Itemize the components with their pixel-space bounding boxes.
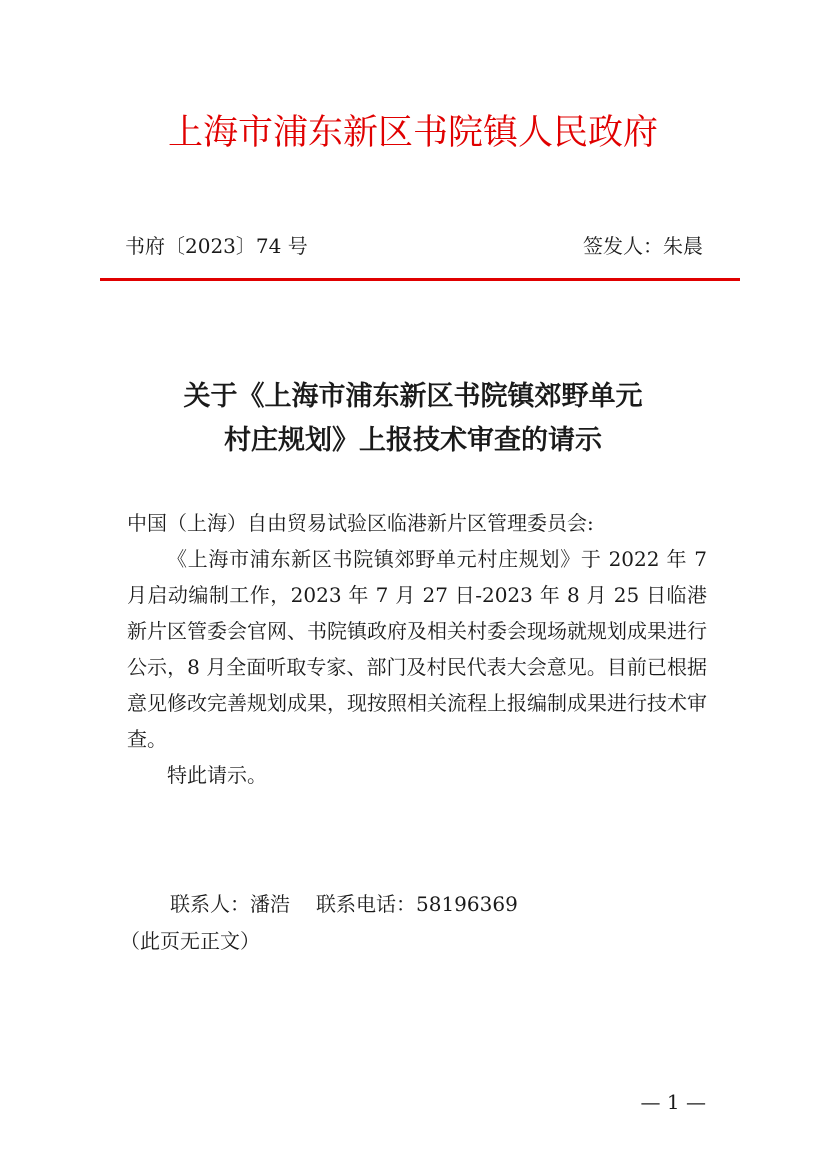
document-title bbox=[0, 375, 826, 463]
document-body bbox=[127, 505, 707, 793]
closing-text: 特此请示。 bbox=[167, 763, 267, 787]
signer: 签发人：朱晨 bbox=[583, 234, 703, 258]
title-line-1: 关于《上海市浦东新区书院镇郊野单元 bbox=[183, 381, 643, 412]
red-divider-line bbox=[100, 278, 740, 281]
contact-phone: 联系电话：58196369 bbox=[316, 892, 518, 916]
document-meta bbox=[125, 228, 705, 264]
no-body-note: （此页无正文） bbox=[120, 929, 260, 953]
masthead-title: 上海市浦东新区书院镇人民政府 bbox=[167, 113, 658, 153]
page-number: — 1 — bbox=[640, 1090, 706, 1114]
document-number: 书府〔2023〕74 号 bbox=[125, 234, 308, 258]
contact-info bbox=[170, 886, 518, 922]
contact-person: 联系人：潘浩 bbox=[170, 892, 290, 916]
body-paragraph: 《上海市浦东新区书院镇郊野单元村庄规划》于 2022 年 7 月启动编制工作，2023 年 7 月 27 日-2023 年 8 月 25 日临港新片区管委会官网、书院镇政府及相关村委会现场就规划成果进行公示，8 月全面听取专家、部门及村民代表大会意见。目前已根据意见修改完善规划成果，现按照相关流程上报编制成果进行技术审查。 bbox=[127, 547, 707, 751]
recipient: 中国（上海）自由贸易试验区临港新片区管理委员会: bbox=[127, 511, 594, 535]
title-line-2: 村庄规划》上报技术审查的请示 bbox=[224, 425, 602, 456]
